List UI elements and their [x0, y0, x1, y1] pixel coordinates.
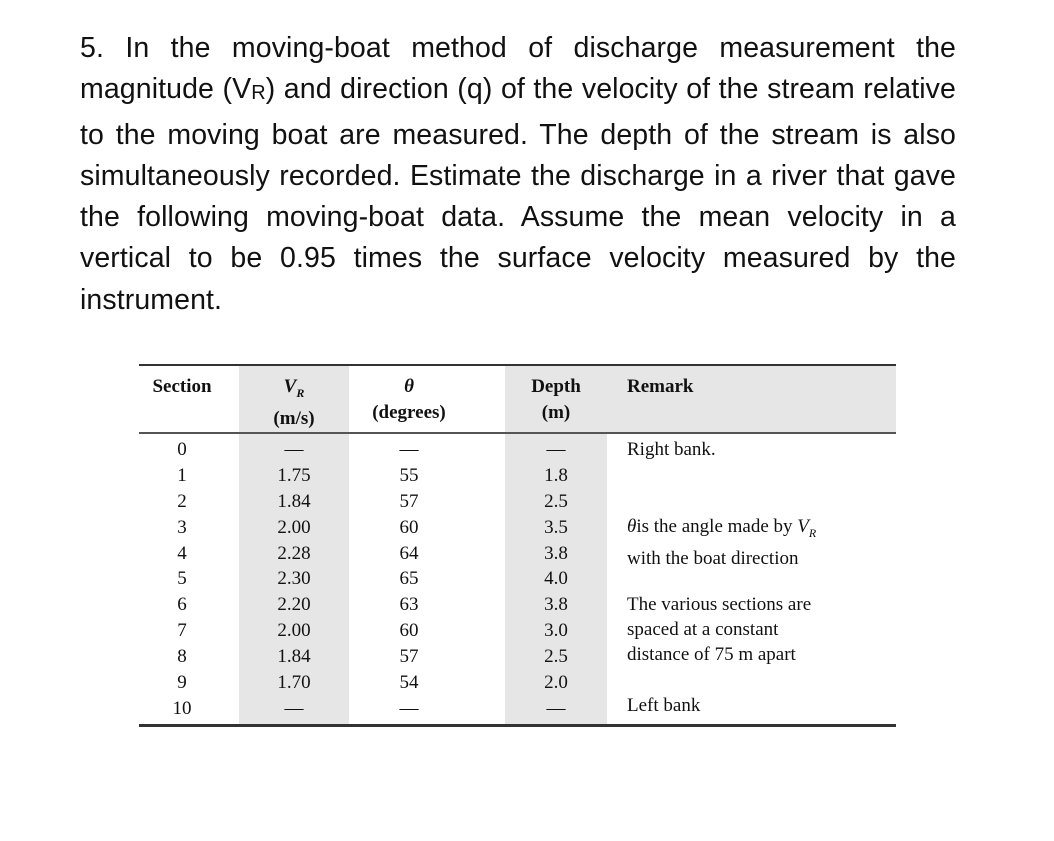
vr-cell: — [284, 697, 304, 719]
depth-cell: 2.5 [544, 646, 568, 668]
problem-statement [80, 28, 956, 321]
problem-text-part1: 5. In the moving-boat method of discharge measurement the magnitude (V [80, 32, 956, 106]
header-section: Section [152, 376, 212, 397]
remark-section-spacing: The various sections are spaced at a constant distance of 75 m apart [627, 594, 812, 665]
theta-cell: 63 [399, 594, 419, 616]
theta-cell: — [399, 439, 419, 460]
section-cell: 8 [177, 646, 187, 668]
vr-cell: 1.84 [277, 646, 311, 668]
vr-cell: — [284, 439, 304, 460]
depth-cell: 4.0 [544, 568, 568, 590]
depth-cell: 3.8 [544, 594, 568, 616]
section-cell: 7 [177, 620, 187, 642]
theta-cell: 57 [399, 646, 419, 668]
section-cell: 1 [177, 464, 187, 486]
depth-column [505, 437, 607, 722]
depth-cell: 2.0 [544, 672, 568, 694]
section-cell: 0 [177, 439, 187, 460]
vr-cell: 2.28 [277, 542, 311, 564]
header-remark: Remark [627, 376, 694, 397]
header-theta: θ (degrees) [372, 376, 446, 423]
theta-cell: 55 [399, 464, 419, 486]
depth-cell: — [546, 697, 566, 719]
section-cell: 2 [177, 490, 187, 512]
depth-cell: 1.8 [544, 464, 568, 486]
vr-cell: 1.70 [277, 672, 311, 694]
remark-theta-definition: θis the angle made by $V_R$ with the boat direction [627, 516, 817, 569]
header-depth: Depth (m) [531, 376, 581, 423]
depth-cell: 3.8 [544, 542, 568, 564]
vr-cell: 1.84 [277, 490, 311, 512]
section-cell: 6 [177, 594, 187, 616]
depth-cell: — [546, 439, 566, 460]
vr-column [247, 437, 341, 722]
theta-cell: 54 [399, 672, 419, 694]
header-vr: $V_R$ (m/s) [273, 376, 315, 429]
problem-subscript: R [251, 82, 266, 105]
section-cell: 3 [177, 516, 187, 538]
theta-cell: 60 [399, 516, 419, 538]
section-cell: 5 [177, 568, 187, 590]
remark-right-bank: Right bank. [627, 439, 716, 460]
table-bottom-rule [139, 724, 896, 727]
theta-column [349, 437, 469, 722]
depth-cell: 2.5 [544, 490, 568, 512]
section-cell: 10 [172, 697, 192, 719]
problem-text-part2: ) and direction (q) of the velocity of the stream relative to the moving boat are measured. The depth of the stream is also simultaneously recorded. Estimate the discharge in a river that gave the following moving-boat data. Assume the mean velocity in a vertical to be 0.95 times the surface velocity measured by the instrument. [80, 73, 956, 316]
remark-left-bank: Left bank [627, 695, 701, 716]
table-top-rule [139, 364, 896, 366]
theta-cell: 57 [399, 490, 419, 512]
theta-cell: — [399, 697, 419, 719]
vr-cell: 1.75 [277, 464, 311, 486]
vr-cell: 2.30 [277, 568, 311, 590]
table-header-rule [139, 432, 896, 434]
theta-cell: 64 [399, 542, 419, 564]
vr-cell: 2.20 [277, 594, 311, 616]
depth-cell: 3.0 [544, 620, 568, 642]
depth-cell: 3.5 [544, 516, 568, 538]
theta-cell: 65 [399, 568, 419, 590]
section-column [139, 437, 225, 722]
vr-cell: 2.00 [277, 620, 311, 642]
theta-cell: 60 [399, 620, 419, 642]
section-cell: 4 [177, 542, 187, 564]
section-cell: 9 [177, 672, 187, 694]
vr-cell: 2.00 [277, 516, 311, 538]
